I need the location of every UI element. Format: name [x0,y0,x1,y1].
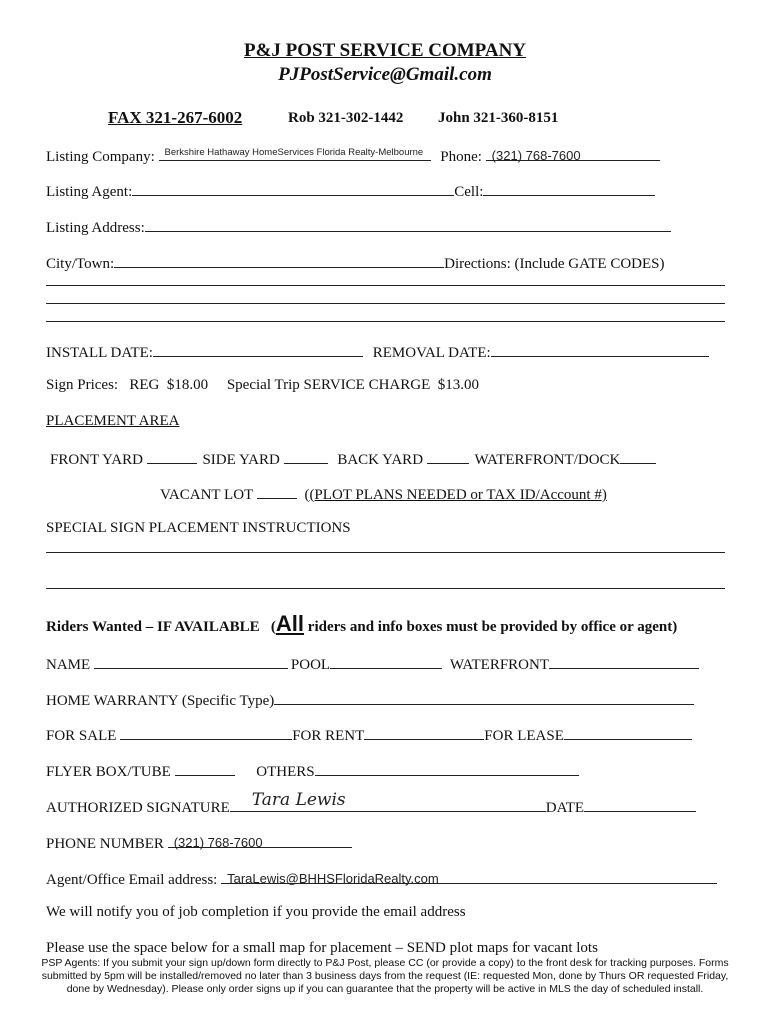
company-title: P&J POST SERVICE COMPANY [243,40,527,61]
sign-prices: Sign Prices: REG $18.00 Special Trip SERVICE CHARGE $13.00 [46,377,479,393]
fax-number: FAX 321-267-6002 [108,108,243,127]
listing-company-label: Listing Company: [46,149,155,165]
company-email: PJPostService@Gmail.com [278,64,492,85]
for-sale-field[interactable] [120,725,292,740]
riders-row-1 [46,654,699,674]
pool-field[interactable] [330,654,442,669]
email-address-field[interactable] [221,869,717,884]
phone-number-field[interactable] [168,833,352,848]
listing-agent-field[interactable] [132,181,454,196]
warranty-row [46,690,694,710]
removal-date-field[interactable] [491,342,709,357]
waterfront-label: WATERFRONT [449,657,550,673]
psp-agents-footer: PSP Agents: If you submit your sign up/down form directly to P&J Post, please CC (or provide a copy) to the front desk for tracking purposes. Forms submitted by 5pm will be installed/removed no later than 3 business days from the request (IE: requested Mon, done by Thurs OR requested Friday, done by Wednesday). Please only order signs up if you can guarantee that the property will be active in MLS the day of scheduled install. [41,957,729,995]
install-date-label: INSTALL DATE: [46,345,153,361]
vacant-lot-row [160,484,607,504]
flyer-box-field[interactable] [175,761,235,776]
phone-field[interactable] [486,146,660,161]
riders-row-sale [46,725,692,745]
authorized-signature-label: AUTHORIZED SIGNATURE [46,800,230,816]
signature-row [46,790,696,817]
others-field[interactable] [315,761,579,776]
pool-label: POOL [290,657,331,673]
waterfront-field[interactable] [549,654,699,669]
directions-label: Directions: (Include GATE CODES) [444,256,665,272]
for-rent-label: FOR RENT [292,728,365,744]
listing-company-value: Berkshire Hathaway HomeServices Florida Realty-Melbourne [164,147,424,158]
for-rent-field[interactable] [364,725,484,740]
plot-plans-text: (PLOT PLANS NEEDED or TAX ID/Account #) [309,487,607,503]
vacant-lot-label: VACANT LOT [160,487,253,503]
home-warranty-field[interactable] [274,690,694,705]
instructions-line-1[interactable] [46,552,725,553]
side-yard-label: SIDE YARD [202,452,280,468]
phone-number-label: PHONE NUMBER [46,836,164,852]
signature-field[interactable] [230,790,546,812]
placement-heading: PLACEMENT AREA [46,413,180,429]
listing-address-field[interactable] [145,217,671,232]
phone-number-value: (321) 768-7600 [173,835,263,850]
riders-all: All [275,611,305,636]
waterfront-dock-field[interactable] [620,449,656,464]
vacant-lot-field[interactable] [257,484,297,499]
for-lease-field[interactable] [564,725,692,740]
phone-label: Phone: [440,149,482,165]
special-instructions-label: SPECIAL SIGN PLACEMENT INSTRUCTIONS [46,520,351,536]
directions-line-1[interactable] [46,285,725,286]
name-label: NAME [46,657,91,673]
yard-options-row [50,449,656,469]
for-lease-label: FOR LEASE [484,728,564,744]
back-yard-field[interactable] [427,449,469,464]
city-row [46,253,665,273]
cell-field[interactable] [483,181,655,196]
john-phone: John 321-360-8151 [438,110,559,126]
riders-row-flyer [46,761,579,781]
directions-line-2[interactable] [46,303,725,304]
front-yard-label: FRONT YARD [50,452,143,468]
back-yard-label: BACK YARD [337,452,424,468]
front-yard-field[interactable] [147,449,197,464]
signature-value: Tara Lewis [251,790,346,810]
rob-phone: Rob 321-302-1442 [288,110,404,126]
date-label: DATE [545,800,585,816]
map-note: Please use the space below for a small map for placement – SEND plot maps for vacant lots [46,940,598,956]
city-label: City/Town: [46,256,115,272]
riders-heading [46,611,677,637]
dates-row [46,342,709,362]
city-field[interactable] [114,253,444,268]
notify-note: We will notify you of job completion if you provide the email address [46,904,466,920]
side-yard-field[interactable] [284,449,328,464]
listing-agent-label: Listing Agent: [46,184,133,200]
riders-heading-b: riders and info boxes must be provided by office or agent) [304,619,678,635]
listing-agent-row [46,181,655,201]
cell-label: Cell: [454,184,484,200]
listing-company-row [46,146,660,166]
removal-date-label: REMOVAL DATE: [372,345,491,361]
listing-address-row [46,217,671,237]
listing-address-label: Listing Address: [46,220,145,236]
for-sale-label: FOR SALE [46,728,117,744]
riders-heading-a: Riders Wanted – IF AVAILABLE ( [46,619,276,635]
home-warranty-label: HOME WARRANTY (Specific Type) [46,693,275,709]
others-label: OTHERS [256,764,315,780]
flyer-box-label: FLYER BOX/TUBE [46,764,171,780]
name-field[interactable] [94,654,288,669]
directions-line-3[interactable] [46,321,725,322]
install-date-field[interactable] [153,342,363,357]
listing-company-field[interactable] [159,146,431,161]
date-field[interactable] [584,797,696,812]
plot-plans-note: ((PLOT PLANS NEEDED or TAX ID/Account #) [304,487,607,503]
instructions-line-2[interactable] [46,588,725,589]
waterfront-dock-label: WATERFRONT/DOCK [474,452,621,468]
email-address-label: Agent/Office Email address: [46,872,218,888]
phone-value: (321) 768-7600 [491,148,581,163]
phone-number-row [46,833,352,853]
email-row [46,869,717,889]
email-address-value: TaraLewis@BHHSFloridaRealty.com [227,871,439,886]
